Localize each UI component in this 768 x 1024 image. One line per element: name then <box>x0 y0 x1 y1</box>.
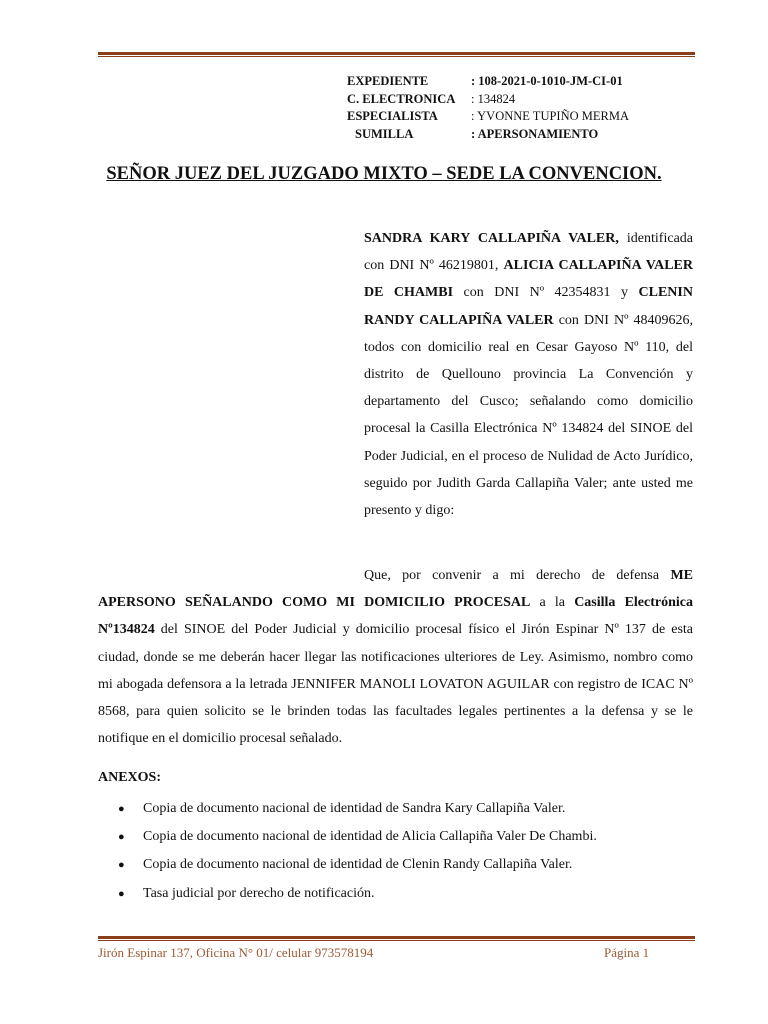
header-rule <box>98 52 695 57</box>
specialist-label: ESPECIALISTA <box>347 109 438 123</box>
list-item <box>98 824 597 852</box>
bullet-icon: ● <box>118 859 125 872</box>
summary-value: : APERSONAMIENTO <box>471 126 599 141</box>
electronic-box-value: : 134824 <box>471 91 516 106</box>
case-number-label: EXPEDIENTE <box>347 74 429 88</box>
body-text-2: a la <box>530 595 575 611</box>
annex-text: Copia de documento nacional de identidad de Alicia Callapiña Valer De Chambi. <box>143 829 597 845</box>
bullet-icon: ● <box>118 887 125 900</box>
body-text-3: del SINOE del Poder Judicial y domicilio procesal físico el Jirón Espinar Nº 137 de esta ciudad, donde se me deberán hacer llegar las notificaciones ulteriores de Ley. Asimismo, nombro como mi abogada defensora a la letrada JENNIFER MANOLI LOVATON AGUILAR con registro de ICAC Nº 8568, para quien solicito se le brinden todas las facultades legales pertinentes a la defensa y se le notifique en el domicilio procesal señalado. <box>98 622 693 747</box>
intro-paragraph <box>364 225 693 524</box>
specialist-value: : YVONNE TUPIÑO MERMA <box>471 109 629 123</box>
intro-text-1: identificada con DNI Nº 46219801, <box>364 231 693 274</box>
annex-text: Tasa judicial por derecho de notificación. <box>143 885 375 901</box>
specialist-row <box>347 108 629 126</box>
summary-row <box>347 126 629 144</box>
bullet-icon: ● <box>118 803 125 815</box>
footer-address: Jirón Espinar 137, Oficina N° 01/ celular 973578194 <box>98 945 374 960</box>
body-bold-2: Casilla Electrónica Nº134824 <box>98 595 693 638</box>
footer-rule <box>98 936 695 941</box>
party-name-2: ALICIA CALLAPIÑA VALER DE CHAMBI <box>364 258 693 301</box>
list-item <box>98 881 597 909</box>
annex-text: Copia de documento nacional de identidad de Clenin Randy Callapiña Valer. <box>143 857 573 873</box>
body-bold-1: ME APERSONO SEÑALANDO COMO MI DOMICILIO PROCESAL <box>98 568 693 611</box>
intro-text-2: con DNI Nº 42354831 y <box>453 285 639 301</box>
annexes-title: ANEXOS: <box>98 770 162 785</box>
list-item <box>98 796 597 824</box>
intro-text-3: con DNI Nº 48409626, todos con domicilio real en Cesar Gayoso Nº 110, del distrito de Quellouno provincia La Convención y departamento del Cusco; señalando como domicilio procesal la Casilla Electrónica Nº 134824 del SINOE del Poder Judicial, en el proceso de Nulidad de Acto Jurídico, seguido por Judith Garda Callapiña Valer; ante usted me presento y digo: <box>364 312 693 519</box>
annexes-list <box>98 796 597 909</box>
party-name-1: SANDRA KARY CALLAPIÑA VALER, <box>364 231 619 246</box>
case-number-value: : 108-2021-0-1010-JM-CI-01 <box>471 74 623 88</box>
footer-page-number: Página 1 <box>604 945 650 960</box>
document-heading: SEÑOR JUEZ DEL JUZGADO MIXTO – SEDE LA CONVENCION. <box>106 164 662 184</box>
summary-label: SUMILLA <box>355 126 414 141</box>
electronic-box-row <box>347 91 629 109</box>
electronic-box-label: C. ELECTRONICA <box>347 91 456 106</box>
list-item <box>98 852 597 880</box>
case-number-row <box>347 73 629 91</box>
body-paragraph <box>98 562 693 752</box>
annex-text: Copia de documento nacional de identidad de Sandra Kary Callapiña Valer. <box>143 801 566 816</box>
bullet-icon: ● <box>118 831 125 844</box>
case-header <box>347 73 629 143</box>
body-text-1: Que, por convenir a mi derecho de defensa <box>364 568 671 583</box>
party-name-3: CLENIN RANDY CALLAPIÑA VALER <box>364 285 693 328</box>
